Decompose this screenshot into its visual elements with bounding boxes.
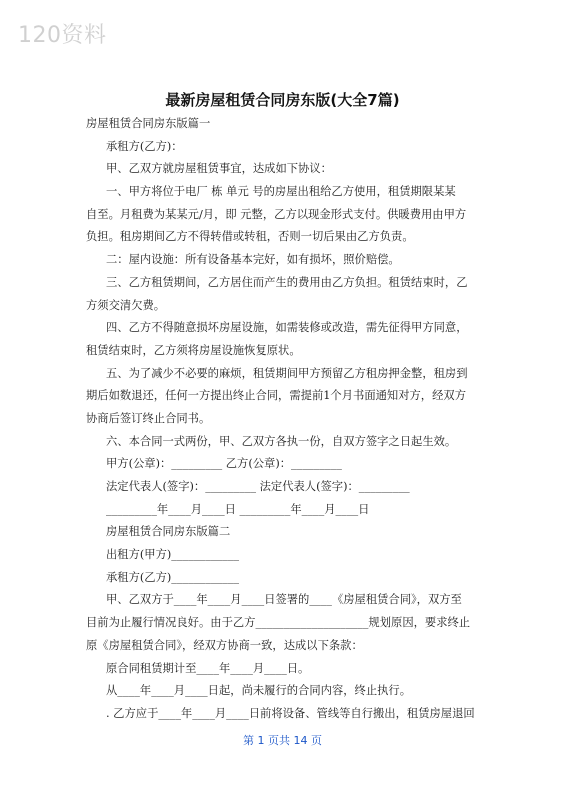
body-line: 方须交清欠费。 (86, 298, 166, 312)
body-line: 甲、乙双方就房屋租赁事宜，达成如下协议： (106, 162, 332, 176)
page-number: 第 1 页共 14 页 (243, 734, 322, 747)
body-line: 期后如数退还，任何一方提出终止合同，需提前1个月书面通知对方，经双方 (86, 389, 466, 403)
body-line: 二：屋内设施：所有设备基本完好，如有损坏，照价赔偿。 (106, 253, 400, 267)
body-line: 原合同租赁期计至____年____月____日。 (106, 661, 310, 675)
body-line: 甲方(公章)：_________ 乙方(公章)：_________ (106, 457, 342, 471)
body-line: 负担。租房期间乙方不得转借或转租，否则一切后果由乙方负责。 (86, 230, 414, 244)
body-line: 四、乙方不得随意损坏房屋设施，如需装修或改造，需先征得甲方同意， (106, 321, 468, 335)
body-line: 出租方(甲方)____________ (106, 548, 240, 562)
document-body (86, 114, 478, 723)
body-line: 甲、乙双方于____年____月____日签署的____《房屋租赁合同》，双方至 (106, 593, 462, 607)
body-line: 目前为止履行情况良好。由于乙方____________________规划原因，要求终止 (86, 616, 471, 630)
body-line: 房屋租赁合同房东版篇二 (106, 525, 231, 539)
body-line: _________年____月____日 _________年____月____日 (106, 502, 370, 516)
body-line: 一、甲方将位于电厂 栋 单元 号的房屋出租给乙方使用，租赁期限某某 (106, 185, 456, 199)
body-line: 法定代表人(签字)：_________ 法定代表人(签字)：_________ (106, 480, 410, 493)
body-line: 租赁结束时，乙方须将房屋设施恢复原状。 (86, 343, 301, 357)
watermark-logo: 120资料 (18, 23, 107, 48)
body-line: . 乙方应于____年____月____日前将设备、管线等自行搬出，租赁房屋退回 (106, 706, 475, 720)
body-line: 原《房屋租赁合同》，经双方协商一致，达成以下条款： (86, 638, 363, 652)
body-line: 协商后签订终止合同书。 (86, 411, 211, 425)
body-line: 承租方(乙方)____________ (106, 570, 240, 584)
body-line: 承租方(乙方)： (106, 139, 183, 153)
body-line: 五、为了减少不必要的麻烦，租赁期间甲方预留乙方租房押金整，租房到 (106, 366, 468, 380)
body-line: 房屋租赁合同房东版篇一 (86, 117, 211, 130)
body-line: 六、本合同一式两份，甲、乙双方各执一份，自双方签字之日起生效。 (106, 434, 457, 448)
body-line: 三、乙方租赁期间，乙方居住而产生的费用由乙方负担。租赁结束时，乙 (106, 275, 468, 289)
body-line: 自至。月租费为某某元/月，即 元整，乙方以现金形式支付。供暖费用由甲方 (86, 207, 467, 221)
body-line: 从____年____月____日起，尚未履行的合同内容，终止执行。 (106, 684, 412, 698)
document-title: 最新房屋租赁合同房东版(大全7篇) (165, 91, 400, 109)
